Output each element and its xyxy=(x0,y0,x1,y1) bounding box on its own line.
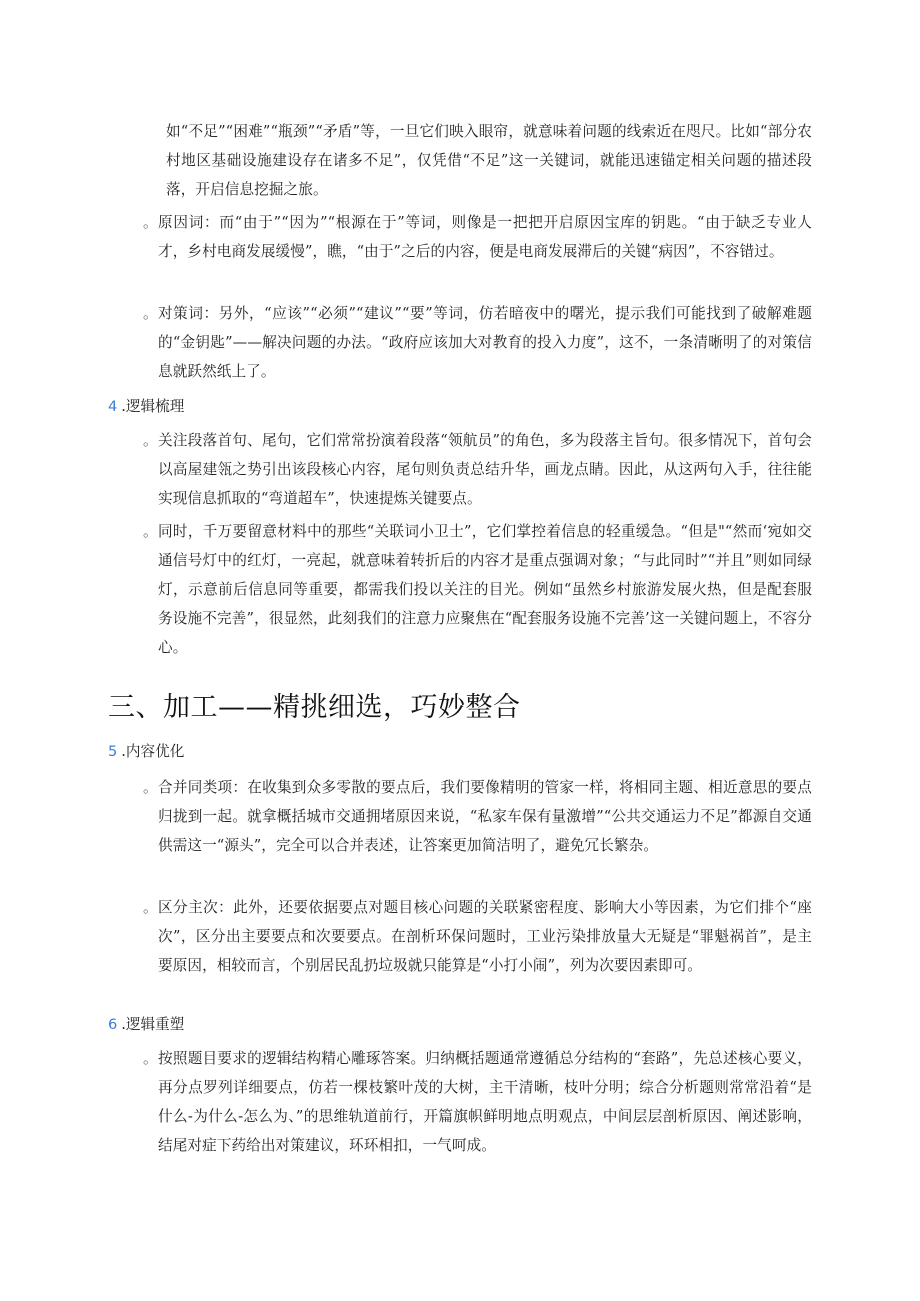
subheading-logic-sorting xyxy=(108,395,184,419)
list-item-countermeasure-words xyxy=(158,299,812,386)
bullet-marker: 。 xyxy=(143,523,158,540)
list-item-merge-similar xyxy=(158,773,812,860)
paragraph-text: 对策词：另外，“应该”“必须”“建议”“要”等词，仿若暗夜中的曙光，提示我们可能找到了破解难题的“金钥匙”——解决问题的办法。“政府应该加大对教育的投入力度”，这不，一条清晰明了的对策信息就跃然纸上了。 xyxy=(158,305,812,380)
list-item-answer-structure xyxy=(158,1044,812,1160)
list-item-cause-words xyxy=(158,208,812,266)
paragraph-text: 同时，千万要留意材料中的那些“关联词小卫士”，它们掌控着信息的轻重缓急。“但是"“然而‘宛如交通信号灯中的红灯，一亮起，就意味着转折后的内容才是重点强调对象；“与此同时”“并且”则如同绿灯，示意前后信息同等重要，都需我们投以关注的目光。例如“虽然乡村旅游发展火热，但是配套服务设施不完善”，很显然，此刻我们的注意力应聚焦在“配套服务设施不完善’这一关键问题上，不容分心。 xyxy=(158,523,812,656)
bullet-marker: 。 xyxy=(143,779,158,796)
heading-label: .内容优化 xyxy=(121,743,185,760)
bullet-marker: 。 xyxy=(143,305,158,322)
list-item-connective-words xyxy=(158,517,812,662)
bullet-marker: 。 xyxy=(143,432,158,449)
heading-number: 6 xyxy=(108,1016,118,1033)
subheading-content-optimization xyxy=(108,740,184,764)
subheading-logic-restructure xyxy=(108,1013,184,1037)
paragraph-text: 按照题目要求的逻辑结构精心雕琢答案。归纳概括题通常遵循总分结构的“套路”，先总述核心要义，再分点罗列详细要点，仿若一棵枝繁叶茂的大树，主干清晰，枝叶分明；综合分析题则常常沿着“是什么-为什么-怎么为、”的思维轨道前行，开篇旗帜鲜明地点明观点，中间层层剖析原因、阐述影响，结尾对症下药给出对策建议，环环相扣，一气呵成。 xyxy=(158,1050,812,1154)
heading-label: .逻辑重塑 xyxy=(121,1016,185,1033)
paragraph-text: 区分主次：此外，还要依据要点对题目核心问题的关联紧密程度、影响大小等因素，为它们排个“座次”，区分出主要要点和次要要点。在剖析环保问题时，工业污染排放量大无疑是“罪魁祸首”，是主要原因，相较而言，个别居民乱扔垃圾就只能算是“小打小闹”，列为次要因素即可。 xyxy=(158,899,812,974)
bullet-marker: 。 xyxy=(143,214,158,231)
paragraph-text: 关注段落首句、尾句，它们常常扮演着段落“领航员”的角色，多为段落主旨句。很多情况下，首句会以高屋建瓴之势引出该段核心内容，尾句则负责总结升华，画龙点睛。因此，从这两句入手，往往能实现信息抓取的“弯道超车”，快速提炼关键要点。 xyxy=(158,432,812,507)
bullet-marker: 。 xyxy=(143,1050,158,1067)
list-item-priority xyxy=(158,893,812,980)
paragraph-text: 如“不足”“困难”“瓶颈”“矛盾”等，一旦它们映入眼帘，就意味着问题的线索近在咫尺。比如“部分农村地区基础设施建设存在诸多不足”，仅凭借“不足”这一关键词，就能迅速锚定相关问题的描述段落，开启信息挖掘之旅。 xyxy=(166,123,812,198)
heading-number: 4 xyxy=(108,398,118,415)
heading-number: 5 xyxy=(108,743,118,760)
bullet-marker: 。 xyxy=(143,899,158,916)
paragraph-text: 原因词：而“由于”“因为”“根源在于”等词，则像是一把把开启原因宝库的钥匙。“由于缺乏专业人才，乡村电商发展缓慢”，瞧，“由于”之后的内容，便是电商发展滞后的关键“病因”，不容错过。 xyxy=(158,214,812,260)
section-heading-processing: 三、加工——精挑细选，巧妙整合 xyxy=(108,692,521,723)
paragraph-problem-words-continued xyxy=(166,117,812,204)
heading-label: .逻辑梳理 xyxy=(121,398,185,415)
paragraph-text: 合并同类项：在收集到众多零散的要点后，我们要像精明的管家一样，将相同主题、相近意思的要点归拢到一起。就拿概括城市交通拥堵原因来说，“私家车保有量激增”“公共交通运力不足”都源自交通供需这一“源头”，完全可以合并表述，让答案更加简洁明了，避免冗长繁杂。 xyxy=(158,779,812,854)
list-item-first-last-sentences xyxy=(158,426,812,513)
